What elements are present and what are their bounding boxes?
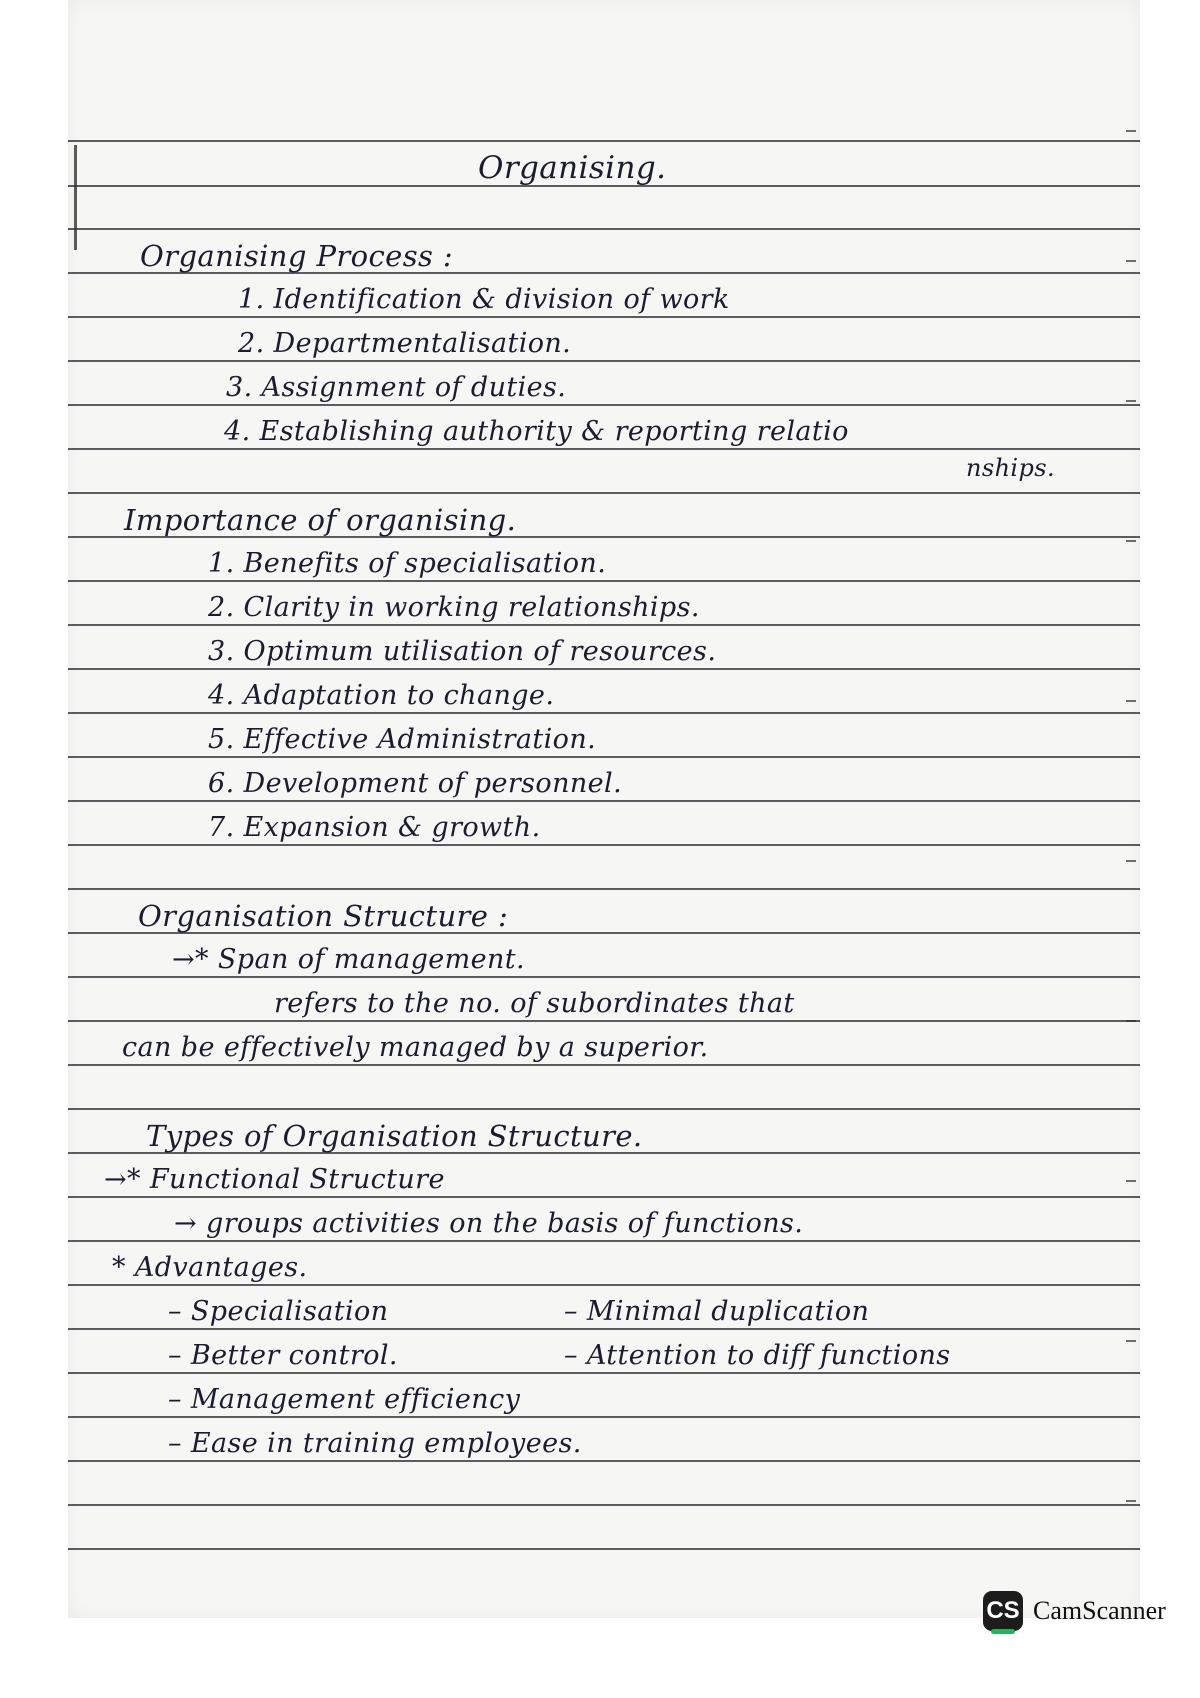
functional-structure: →* Functional Structure [104,1164,445,1195]
ruled-line [68,1372,1140,1374]
ruled-line [68,624,1140,626]
camscanner-brand: CamScanner [1033,1596,1166,1625]
functional-description: → groups activities on the basis of functions. [174,1208,804,1239]
advantages-heading: * Advantages. [112,1252,308,1283]
ruled-line [68,1416,1140,1418]
edge-tick [1126,700,1136,702]
ruled-line [68,360,1140,362]
span-heading: →* Span of management. [172,944,526,975]
ruled-line [68,1548,1140,1550]
camscanner-logo-icon: CS [983,1591,1023,1631]
process-step-continuation: nships. [966,454,1056,482]
edge-tick [1126,130,1136,132]
ruled-line [68,1504,1140,1506]
ruled-line [68,712,1140,714]
ruled-line [68,448,1140,450]
advantage-item: – Ease in training employees. [168,1428,582,1459]
advantage-item: – Attention to diff functions [564,1340,951,1371]
structure-heading: Organisation Structure : [138,899,509,933]
edge-tick [1126,1020,1136,1022]
ruled-line [68,844,1140,846]
ruled-line [68,800,1140,802]
advantage-item: – Minimal duplication [564,1296,870,1327]
advantage-item: – Better control. [168,1340,398,1371]
importance-item: 2. Clarity in working relationships. [208,592,700,623]
ruled-line [68,1284,1140,1286]
edge-tick [1126,1340,1136,1342]
ruled-line [68,228,1140,230]
process-step: 3. Assignment of duties. [226,372,567,403]
edge-tick [1126,260,1136,262]
edge-tick [1126,540,1136,542]
ruled-line [68,976,1140,978]
importance-item: 1. Benefits of specialisation. [208,548,607,579]
advantage-item: – Management efficiency [168,1384,521,1415]
process-step: 1. Identification & division of work [238,284,730,315]
edge-tick [1126,1500,1136,1502]
importance-item: 5. Effective Administration. [208,724,597,755]
importance-item: 7. Expansion & growth. [208,812,541,843]
ruled-line [68,492,1140,494]
importance-item: 6. Development of personnel. [208,768,623,799]
ruled-line [68,668,1140,670]
margin-line [74,145,77,250]
page-title: Organising. [478,150,667,186]
ruled-line [68,1020,1140,1022]
edge-tick [1126,400,1136,402]
edge-tick [1126,860,1136,862]
edge-tick [1126,1180,1136,1182]
ruled-line [68,756,1140,758]
span-definition: refers to the no. of subordinates that [274,988,795,1019]
ruled-line [68,1328,1140,1330]
importance-item: 3. Optimum utilisation of resources. [208,636,717,667]
ruled-line [68,580,1140,582]
advantage-item: – Specialisation [168,1296,389,1327]
ruled-line [68,1196,1140,1198]
importance-item: 4. Adaptation to change. [208,680,555,711]
types-heading: Types of Organisation Structure. [146,1119,643,1153]
ruled-line [68,1108,1140,1110]
process-step: 2. Departmentalisation. [238,328,572,359]
ruled-line [68,404,1140,406]
ruled-line [68,888,1140,890]
importance-heading: Importance of organising. [124,503,517,537]
notebook-page [68,0,1140,1618]
span-definition: can be effectively managed by a superior. [122,1032,709,1063]
ruled-line [68,316,1140,318]
ruled-line [68,1064,1140,1066]
ruled-line [68,140,1140,142]
ruled-line [68,1240,1140,1242]
process-heading: Organising Process : [140,239,454,273]
process-step: 4. Establishing authority & reporting relatio [224,416,849,447]
ruled-line [68,1460,1140,1462]
